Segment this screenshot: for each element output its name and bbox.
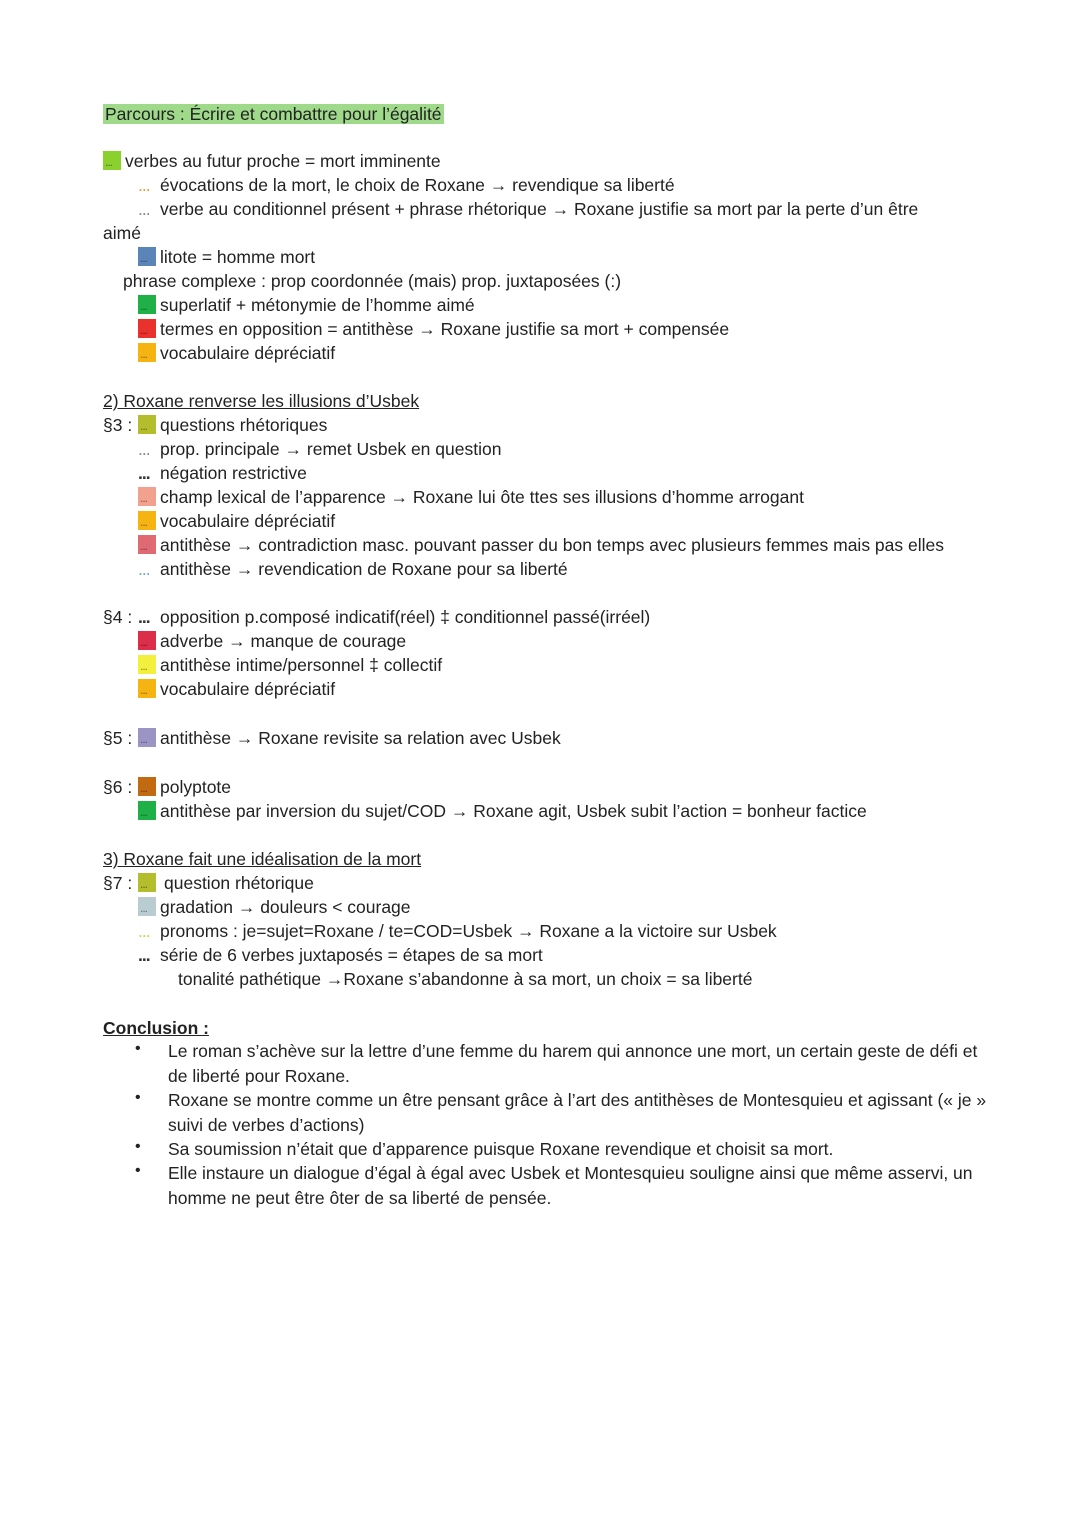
color-marker (138, 511, 156, 530)
note-line: phrase complexe : prop coordonnée (mais) prop. juxtaposées (:) (123, 271, 622, 291)
dots-marker: ... (138, 175, 150, 195)
color-marker (138, 295, 156, 314)
note-line: ...antithèse intime/personnel ‡ collectif (138, 654, 442, 676)
note-line: ...superlatif + métonymie de l’homme aimé (138, 294, 475, 316)
bullet-symbol: • (135, 1138, 141, 1155)
note-line: ... prop. principale → remet Usbek en question (138, 439, 502, 459)
dots-marker: ... (138, 559, 150, 579)
note-line: ... opposition p.composé indicatif(réel) ‡ conditionnel passé(irréel) (138, 607, 651, 627)
conclusion-item: Elle instaure un dialogue d’égal à égal avec Usbek et Montesquieu souligne ainsi que même asservi, un homme ne peut être ôter de sa liberté de pensée. (168, 1163, 973, 1208)
note-line: ... négation restrictive (138, 463, 307, 483)
note-line: ... question rhétorique (138, 872, 314, 894)
note-line: ... antithèse → revendication de Roxane pour sa liberté (138, 559, 568, 579)
note-line: ...antithèse par inversion du sujet/COD → Roxane agit, Usbek subit l’action = bonheur factice (138, 800, 867, 822)
note-line: ...vocabulaire dépréciatif (138, 342, 335, 364)
note-line: tonalité pathétique →Roxane s’abandonne à sa mort, un choix = sa liberté (178, 969, 753, 989)
color-marker (138, 777, 156, 796)
color-marker (138, 728, 156, 747)
color-marker (138, 897, 156, 916)
paragraph-label: §6 : (103, 777, 133, 797)
bullet-symbol: • (135, 1089, 141, 1106)
paragraph-label: §4 : (103, 607, 133, 627)
paragraph-label: §7 : (103, 873, 133, 893)
color-marker (138, 247, 156, 266)
note-line: ... questions rhétoriques (138, 414, 327, 436)
note-line: ... antithèse → Roxane revisite sa relation avec Usbek (138, 727, 561, 749)
paragraph-label: §3 : (103, 415, 133, 435)
bullet-symbol: • (135, 1040, 141, 1057)
color-marker (138, 415, 156, 434)
dots-marker: ... (138, 607, 150, 627)
note-line: aimé (103, 223, 141, 243)
note-line: ...vocabulaire dépréciatif (138, 678, 335, 700)
note-line: ...gradation → douleurs < courage (138, 896, 411, 918)
note-line: ... pronoms : je=sujet=Roxane / te=COD=Usbek → Roxane a la victoire sur Usbek (138, 921, 777, 941)
dots-marker: ... (138, 921, 150, 941)
note-line: ...adverbe → manque de courage (138, 630, 406, 652)
dots-marker: ... (138, 199, 150, 219)
section-heading: 3) Roxane fait une idéalisation de la mort (103, 849, 422, 869)
color-marker (138, 631, 156, 650)
color-marker (138, 679, 156, 698)
color-marker (138, 487, 156, 506)
paragraph-label: §5 : (103, 728, 133, 748)
note-line: ...champ lexical de l’apparence → Roxane lui ôte ttes ses illusions d’homme arrogant (138, 486, 804, 508)
note-line: ... verbe au conditionnel présent + phrase rhétorique → Roxane justifie sa mort par la perte d’un être (138, 199, 919, 219)
color-marker (103, 151, 121, 170)
note-line: ...antithèse → contradiction masc. pouvant passer du bon temps avec plusieurs femmes mais pas elles (138, 534, 944, 556)
note-line: ...litote = homme mort (138, 246, 315, 268)
color-marker (138, 343, 156, 362)
note-line: ... série de 6 verbes juxtaposés = étapes de sa mort (138, 945, 543, 965)
dots-marker: ... (138, 463, 150, 483)
note-line: ... polyptote (138, 776, 231, 798)
page-title: Parcours : Écrire et combattre pour l’égalité (105, 104, 442, 124)
section-heading: 2) Roxane renverse les illusions d’Usbek (103, 391, 420, 411)
color-marker (138, 801, 156, 820)
bullet-symbol: • (135, 1162, 141, 1179)
conclusion-item: Sa soumission n’était que d’apparence puisque Roxane revendique et choisit sa mort. (168, 1139, 834, 1159)
note-line: ...termes en opposition = antithèse → Roxane justifie sa mort + compensée (138, 318, 729, 340)
note-line: ... évocations de la mort, le choix de Roxane → revendique sa liberté (138, 175, 675, 195)
conclusion-heading: Conclusion : (103, 1018, 209, 1038)
color-marker (138, 535, 156, 554)
dots-marker: ... (138, 439, 150, 459)
note-line: ...verbes au futur proche = mort imminente (103, 150, 441, 172)
color-marker (138, 873, 156, 892)
conclusion-item: Roxane se montre comme un être pensant grâce à l’art des antithèses de Montesquieu et agissant (« je » suivi de verbes d’actions) (168, 1090, 987, 1135)
note-line: ...vocabulaire dépréciatif (138, 510, 335, 532)
dots-marker: ... (138, 945, 150, 965)
conclusion-item: Le roman s’achève sur la lettre d’une femme du harem qui annonce une mort, un certain geste de défi et de liberté pour Roxane. (168, 1041, 978, 1086)
color-marker (138, 319, 156, 338)
color-marker (138, 655, 156, 674)
